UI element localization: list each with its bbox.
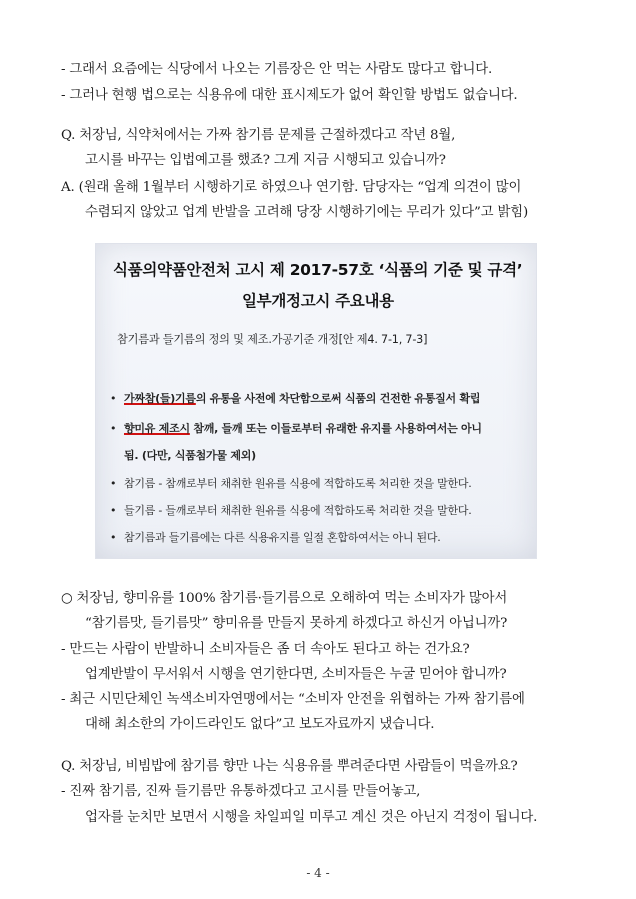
notice-figure bbox=[95, 243, 537, 559]
bullet-icon: • bbox=[110, 531, 117, 544]
text-line: 업계반발이 무서워서 시행을 연기한다면, 소비자들은 누굴 믿어야 합니까? bbox=[85, 667, 507, 682]
figure-bullet: • 참기름과 들기름에는 다른 식용유지를 일절 혼합하여서는 아니 된다. bbox=[110, 531, 441, 544]
answer-line: A. (원래 올해 1월부터 시행하기로 하였으나 연기함. 담당자는 “업계 의견이 많이 bbox=[61, 180, 522, 195]
text-line: - 진짜 참기름, 진짜 들기름만 유통하겠다고 고시를 만들어놓고, bbox=[61, 784, 421, 799]
figure-title: 식품의약품안전처 고시 제 2017-57호 ‘식품의 기준 및 규격’ bbox=[113, 261, 523, 279]
figure-subtitle: 참기름과 들기름의 정의 및 제조.가공기준 개정[안 제4. 7-1, 7-3] bbox=[117, 333, 428, 346]
question-line: 고시를 바꾸는 입법예고를 했죠? 그게 지금 시행되고 있습니까? bbox=[85, 153, 446, 168]
question-line: Q. 처장님, 비빔밥에 참기름 향만 나는 식용유를 뿌려준다면 사람들이 먹을까요? bbox=[61, 759, 518, 774]
text-line: 업자를 눈치만 보면서 시행을 차일피일 미루고 계신 것은 아닌지 걱정이 됩니다. bbox=[85, 810, 538, 825]
text-line: - 그러나 현행 법으로는 식용유에 대한 표시제도가 없어 확인할 방법도 없습니다. bbox=[61, 88, 518, 103]
text-line: 대해 최소한의 가이드라인도 없다”고 보도자료까지 냈습니다. bbox=[85, 717, 435, 732]
answer-line: 수렴되지 않았고 업계 반발을 고려해 당장 시행하기에는 무리가 있다”고 밝힘) bbox=[85, 205, 528, 220]
figure-bullet: • 가짜참(들)기름의 유통을 사전에 차단함으로써 식품의 건전한 유통질서 확립 bbox=[110, 392, 481, 405]
text-line: - 그래서 요즘에는 식당에서 나오는 기름장은 안 먹는 사람도 많다고 합니다. bbox=[61, 62, 493, 77]
bullet-icon: • bbox=[110, 422, 117, 435]
text-line: - 만드는 사람이 반발하니 소비자들은 좀 더 속아도 된다고 하는 건가요? bbox=[61, 642, 470, 657]
bullet-icon: • bbox=[110, 504, 117, 517]
text-line: “참기름맛, 들기름맛” 향미유를 만들지 못하게 하겠다고 하신거 아닙니까? bbox=[85, 616, 508, 631]
question-line: Q. 처장님, 식약처에서는 가짜 참기름 문제를 근절하겠다고 작년 8월, bbox=[61, 128, 456, 143]
figure-bullet-continuation: 됨. (다만, 식품첨가물 제외) bbox=[124, 449, 256, 462]
bullet-icon: • bbox=[110, 477, 117, 490]
text-line: ○ 처장님, 향미유를 100% 참기름·들기름으로 오해하여 먹는 소비자가 많아서 bbox=[61, 591, 508, 606]
figure-title-2: 일부개정고시 주요내용 bbox=[242, 292, 394, 310]
page-number: - 4 - bbox=[306, 866, 330, 880]
figure-bullet: • 들기름 - 들깨로부터 채취한 원유를 식용에 적합하도록 처리한 것을 말한다. bbox=[110, 504, 472, 517]
figure-bullet: • 향미유 제조시 참깨, 들깨 또는 이들로부터 유래한 유지를 사용하여서는 아니 bbox=[110, 422, 482, 435]
figure-bullet: • 참기름 - 참깨로부터 채취한 원유를 식용에 적합하도록 처리한 것을 말한다. bbox=[110, 477, 472, 490]
text-line: - 최근 시민단체인 녹색소비자연맹에서는 “소비자 안전을 위협하는 가짜 참기름에 bbox=[61, 692, 525, 707]
bullet-icon: • bbox=[110, 392, 117, 405]
